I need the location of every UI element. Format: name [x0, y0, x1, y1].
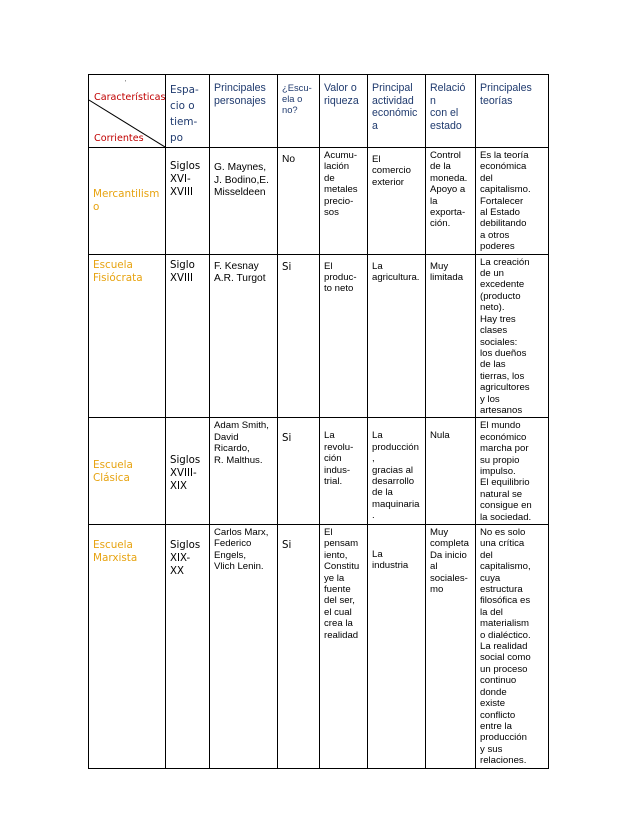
teorias-cell: La creación de un excedente (producto neto). Hay tres clases sociales: los dueños de las tierras, los agricultores y los artesanos [476, 254, 549, 418]
header-valor: Valor o riqueza [320, 75, 368, 148]
header-relacion: Relación con el estado [426, 75, 476, 148]
header-actividad: Principal actividad económica [368, 75, 426, 148]
valor-cell: Acumu- lación de metales precio- sos [320, 148, 368, 255]
escuela-cell: Si [278, 254, 320, 418]
teorias-cell: El mundo económico marcha por su propio impulso. El equilibrio natural se consigue en la sociedad. [476, 418, 549, 525]
relacion-cell: Control de la moneda. Apoyo a la exporta- ción. [426, 148, 476, 255]
actividad-cell: La industria [368, 525, 426, 769]
teorias-cell: Es la teoría económica del capitalismo. Fortalecer al Estado debilitando a otros poderes [476, 148, 549, 255]
corner-mark: ' [125, 80, 127, 87]
espacio-cell: Siglos XVIII- XIX [166, 418, 210, 525]
corrientes-label: Corrientes [94, 132, 144, 144]
comparison-table [88, 74, 549, 769]
teorias-cell: No es solo una crítica del capitalismo, cuya estructura filosófica es la del materialism o dialéctico. La realidad social como un proceso continuo donde existe conflicto entre la producción y sus relaciones. [476, 525, 549, 769]
valor-cell: La revolu- ción indus- trial. [320, 418, 368, 525]
actividad-cell: La producción, gracias al desarrollo de la maquinaria. [368, 418, 426, 525]
corner-cell [89, 75, 166, 148]
header-personajes: Principales personajes [210, 75, 278, 148]
table-row [89, 254, 549, 418]
header-teorias: Principales teorías [476, 75, 549, 148]
escuela-cell: Si [278, 525, 320, 769]
header-espacio: Espa- cio o tiem- po [166, 75, 210, 148]
table-row [89, 525, 549, 769]
escuela-cell: No [278, 148, 320, 255]
valor-cell: El produc- to neto [320, 254, 368, 418]
header-row [89, 75, 549, 148]
valor-cell: El pensam iento, Constitu ye la fuente del ser, el cual crea la realidad [320, 525, 368, 769]
table-row [89, 418, 549, 525]
caracteristicas-label: Características [94, 92, 166, 103]
espacio-cell: Siglos XIX- XX [166, 525, 210, 769]
relacion-cell: Muy limitada [426, 254, 476, 418]
escuela-cell: Si [278, 418, 320, 525]
corriente-cell: Mercantilismo [89, 148, 166, 255]
personajes-cell: Adam Smith, David Ricardo, R. Malthus. [210, 418, 278, 525]
corriente-cell: Escuela Marxista [89, 525, 166, 769]
espacio-cell: Siglo XVIII [166, 254, 210, 418]
personajes-cell: G. Maynes, J. Bodino,E. Misseldeen [210, 148, 278, 255]
relacion-cell: Muy completa Da inicio al sociales- mo [426, 525, 476, 769]
header-escuela: ¿Escu- ela o no? [278, 75, 320, 148]
table-row [89, 148, 549, 255]
actividad-cell: La agricultura. [368, 254, 426, 418]
corriente-cell: Escuela Fisiócrata [89, 254, 166, 418]
personajes-cell: Carlos Marx, Federico Engels, Vlich Lenin. [210, 525, 278, 769]
relacion-cell: Nula [426, 418, 476, 525]
espacio-cell: Siglos XVI- XVIII [166, 148, 210, 255]
personajes-cell: F. Kesnay A.R. Turgot [210, 254, 278, 418]
corriente-cell: Escuela Clásica [89, 418, 166, 525]
actividad-cell: El comercio exterior [368, 148, 426, 255]
